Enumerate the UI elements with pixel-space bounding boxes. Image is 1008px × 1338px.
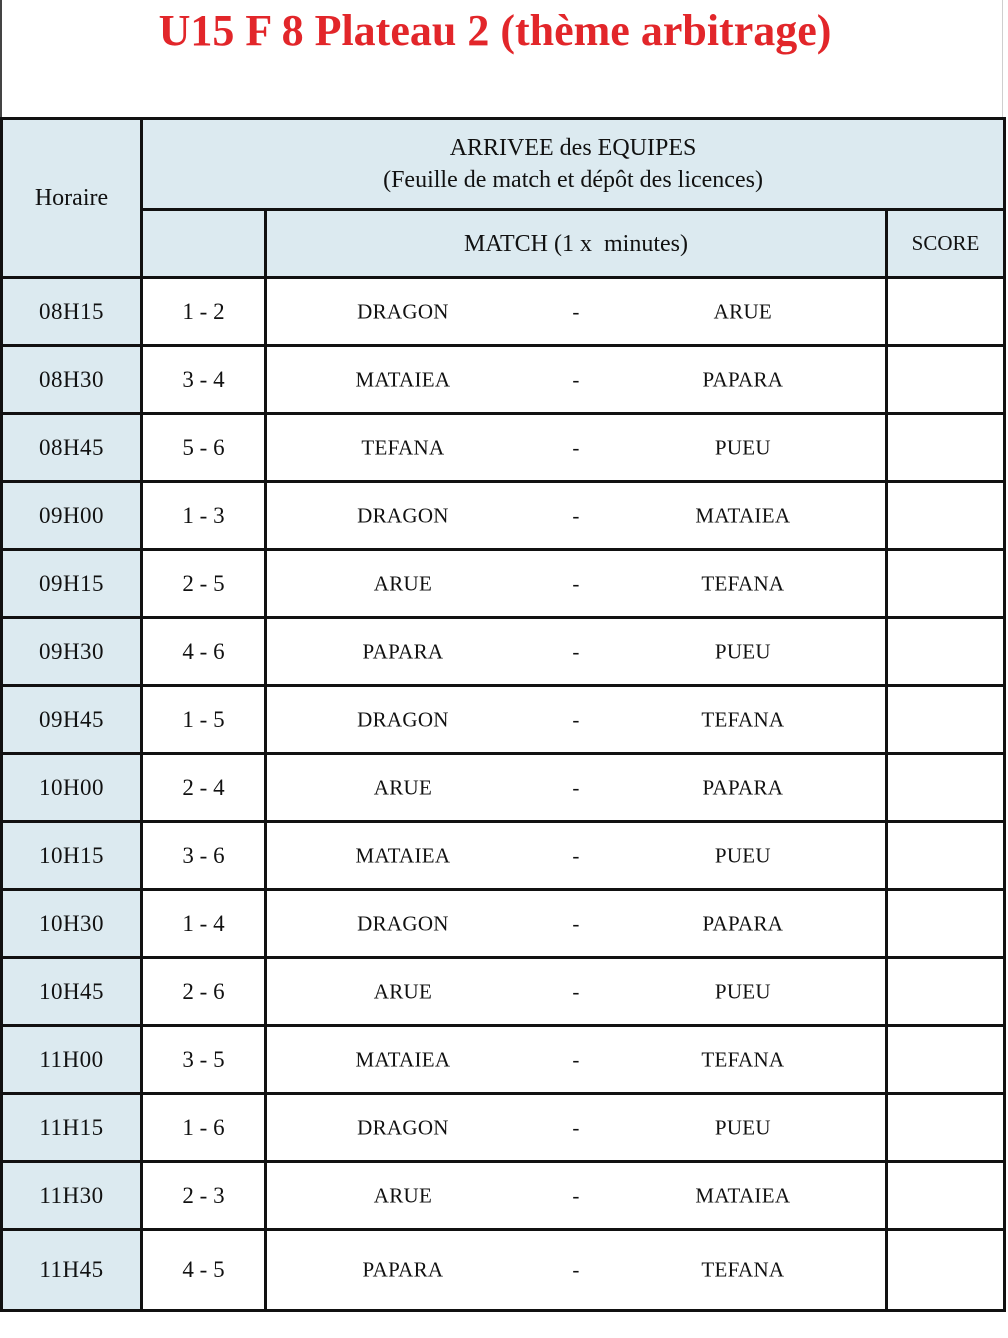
- team-numbers-cell: 1 - 4: [142, 890, 266, 958]
- match-separator: -: [572, 1183, 580, 1207]
- team-numbers-cell: 1 - 2: [142, 278, 266, 346]
- match-separator: -: [572, 299, 580, 323]
- team-numbers-cell: 2 - 4: [142, 754, 266, 822]
- time-cell: 10H15: [2, 822, 142, 890]
- match-separator: -: [572, 843, 580, 867]
- header-row-match: [2, 210, 1005, 278]
- match-header: [266, 210, 887, 278]
- time-cell: 10H30: [2, 890, 142, 958]
- away-team: PUEU: [714, 1115, 771, 1139]
- team-numbers-cell: 1 - 3: [142, 482, 266, 550]
- match-row: [2, 482, 1005, 550]
- match-cell: [266, 890, 887, 958]
- away-team: MATAIEA: [695, 1183, 791, 1207]
- arrivee-header: [142, 119, 1005, 210]
- away-team: PUEU: [714, 843, 771, 867]
- match-cell: [266, 754, 887, 822]
- time-cell: 11H30: [2, 1162, 142, 1230]
- page-title: U15 F 8 Plateau 2 (thème arbitrage): [158, 6, 832, 55]
- team-numbers-cell: 4 - 5: [142, 1230, 266, 1311]
- away-team: TEFANA: [701, 1257, 785, 1282]
- away-team: PUEU: [714, 435, 771, 459]
- away-team: PUEU: [714, 979, 771, 1003]
- match-row: [2, 754, 1005, 822]
- match-separator: -: [572, 503, 580, 527]
- time-cell: 09H45: [2, 686, 142, 754]
- score-cell[interactable]: [887, 414, 1005, 482]
- home-team: TEFANA: [361, 435, 445, 459]
- page-right-edge: [1002, 0, 1003, 120]
- match-cell: [266, 1026, 887, 1094]
- match-inner: [267, 891, 885, 956]
- match-row: [2, 1230, 1005, 1311]
- match-inner: [267, 415, 885, 480]
- away-team: PAPARA: [702, 911, 784, 935]
- away-team: TEFANA: [701, 1047, 785, 1071]
- match-row: [2, 1094, 1005, 1162]
- match-cell: [266, 822, 887, 890]
- match-row: [2, 1162, 1005, 1230]
- match-row: [2, 278, 1005, 346]
- home-team: MATAIEA: [355, 843, 451, 867]
- score-cell[interactable]: [887, 482, 1005, 550]
- home-team: DRAGON: [357, 299, 449, 323]
- match-inner: [267, 619, 885, 684]
- away-team: MATAIEA: [695, 503, 791, 527]
- match-cell: [266, 1162, 887, 1230]
- team-numbers-cell: 3 - 4: [142, 346, 266, 414]
- match-inner: [267, 347, 885, 412]
- horaire-label: Horaire: [34, 185, 109, 211]
- match-cell: [266, 686, 887, 754]
- home-team: MATAIEA: [355, 1047, 451, 1071]
- score-cell[interactable]: [887, 754, 1005, 822]
- team-numbers-cell: 2 - 6: [142, 958, 266, 1026]
- away-team: ARUE: [713, 299, 773, 323]
- match-label: MATCH (1 x minutes): [464, 230, 688, 257]
- match-cell: [266, 278, 887, 346]
- match-inner: [267, 755, 885, 820]
- home-team: MATAIEA: [355, 367, 451, 391]
- score-cell[interactable]: [887, 822, 1005, 890]
- time-cell: 11H15: [2, 1094, 142, 1162]
- home-team: ARUE: [373, 571, 433, 595]
- time-cell: 11H00: [2, 1026, 142, 1094]
- score-cell[interactable]: [887, 1026, 1005, 1094]
- match-inner: [267, 1163, 885, 1228]
- arrivee-line-1: ARRIVEE des EQUIPES: [449, 135, 697, 161]
- away-team: PAPARA: [702, 367, 784, 391]
- match-inner: [267, 551, 885, 616]
- match-separator: -: [572, 1047, 580, 1071]
- team-numbers-cell: 5 - 6: [142, 414, 266, 482]
- match-inner: [267, 687, 885, 752]
- arrivee-line-2: (Feuille de match et dépôt des licences): [383, 167, 763, 193]
- home-team: PAPARA: [362, 1257, 444, 1282]
- score-header: [887, 210, 1005, 278]
- match-row: [2, 958, 1005, 1026]
- home-team: ARUE: [373, 1183, 433, 1207]
- schedule-table: [0, 117, 1006, 1312]
- match-cell: [266, 346, 887, 414]
- time-cell: 10H45: [2, 958, 142, 1026]
- match-cell: [266, 1230, 887, 1311]
- match-row: [2, 414, 1005, 482]
- match-separator: -: [572, 435, 580, 459]
- score-label: SCORE: [911, 231, 980, 255]
- match-row: [2, 550, 1005, 618]
- away-team: TEFANA: [701, 571, 785, 595]
- teams-number-header: [142, 210, 266, 278]
- score-cell[interactable]: [887, 686, 1005, 754]
- match-cell: [266, 482, 887, 550]
- home-team: ARUE: [373, 979, 433, 1003]
- score-cell[interactable]: [887, 550, 1005, 618]
- match-separator: -: [572, 367, 580, 391]
- match-inner: [267, 1231, 885, 1309]
- match-separator: -: [572, 979, 580, 1003]
- horaire-header: [2, 119, 142, 278]
- team-numbers-cell: 2 - 5: [142, 550, 266, 618]
- team-numbers-cell: 1 - 6: [142, 1094, 266, 1162]
- time-cell: 11H45: [2, 1230, 142, 1311]
- team-numbers-cell: 3 - 6: [142, 822, 266, 890]
- match-separator: -: [572, 707, 580, 731]
- match-separator: -: [572, 911, 580, 935]
- time-cell: 09H15: [2, 550, 142, 618]
- match-row: [2, 890, 1005, 958]
- match-cell: [266, 618, 887, 686]
- team-numbers-cell: 1 - 5: [142, 686, 266, 754]
- score-cell[interactable]: [887, 618, 1005, 686]
- match-separator: -: [572, 571, 580, 595]
- match-separator: -: [572, 639, 580, 663]
- home-team: DRAGON: [357, 707, 449, 731]
- score-cell[interactable]: [887, 346, 1005, 414]
- score-cell[interactable]: [887, 278, 1005, 346]
- score-cell[interactable]: [887, 1094, 1005, 1162]
- match-separator: -: [572, 1257, 580, 1282]
- match-separator: -: [572, 775, 580, 799]
- match-inner: [267, 483, 885, 548]
- schedule-body: [2, 119, 1005, 1311]
- match-cell: [266, 414, 887, 482]
- match-row: [2, 346, 1005, 414]
- match-cell: [266, 550, 887, 618]
- match-separator: -: [572, 1115, 580, 1139]
- match-inner: [267, 823, 885, 888]
- time-cell: 08H15: [2, 278, 142, 346]
- home-team: DRAGON: [357, 503, 449, 527]
- match-row: [2, 822, 1005, 890]
- time-cell: 09H00: [2, 482, 142, 550]
- match-cell: [266, 1094, 887, 1162]
- home-team: DRAGON: [357, 1115, 449, 1139]
- score-cell[interactable]: [887, 1230, 1005, 1311]
- home-team: PAPARA: [362, 639, 444, 663]
- away-team: PUEU: [714, 639, 771, 663]
- team-numbers-cell: 3 - 5: [142, 1026, 266, 1094]
- score-cell[interactable]: [887, 1162, 1005, 1230]
- away-team: TEFANA: [701, 707, 785, 731]
- time-cell: 10H00: [2, 754, 142, 822]
- time-cell: 08H45: [2, 414, 142, 482]
- match-inner: [267, 1095, 885, 1160]
- match-cell: [266, 958, 887, 1026]
- match-inner: [267, 279, 885, 344]
- home-team: DRAGON: [357, 911, 449, 935]
- team-numbers-cell: 2 - 3: [142, 1162, 266, 1230]
- team-numbers-cell: 4 - 6: [142, 618, 266, 686]
- header-row-arrivee: [2, 119, 1005, 210]
- time-cell: 08H30: [2, 346, 142, 414]
- score-cell[interactable]: [887, 958, 1005, 1026]
- match-row: [2, 686, 1005, 754]
- match-row: [2, 1026, 1005, 1094]
- time-cell: 09H30: [2, 618, 142, 686]
- home-team: ARUE: [373, 775, 433, 799]
- match-inner: [267, 959, 885, 1024]
- away-team: PAPARA: [702, 775, 784, 799]
- score-cell[interactable]: [887, 890, 1005, 958]
- match-inner: [267, 1027, 885, 1092]
- match-row: [2, 618, 1005, 686]
